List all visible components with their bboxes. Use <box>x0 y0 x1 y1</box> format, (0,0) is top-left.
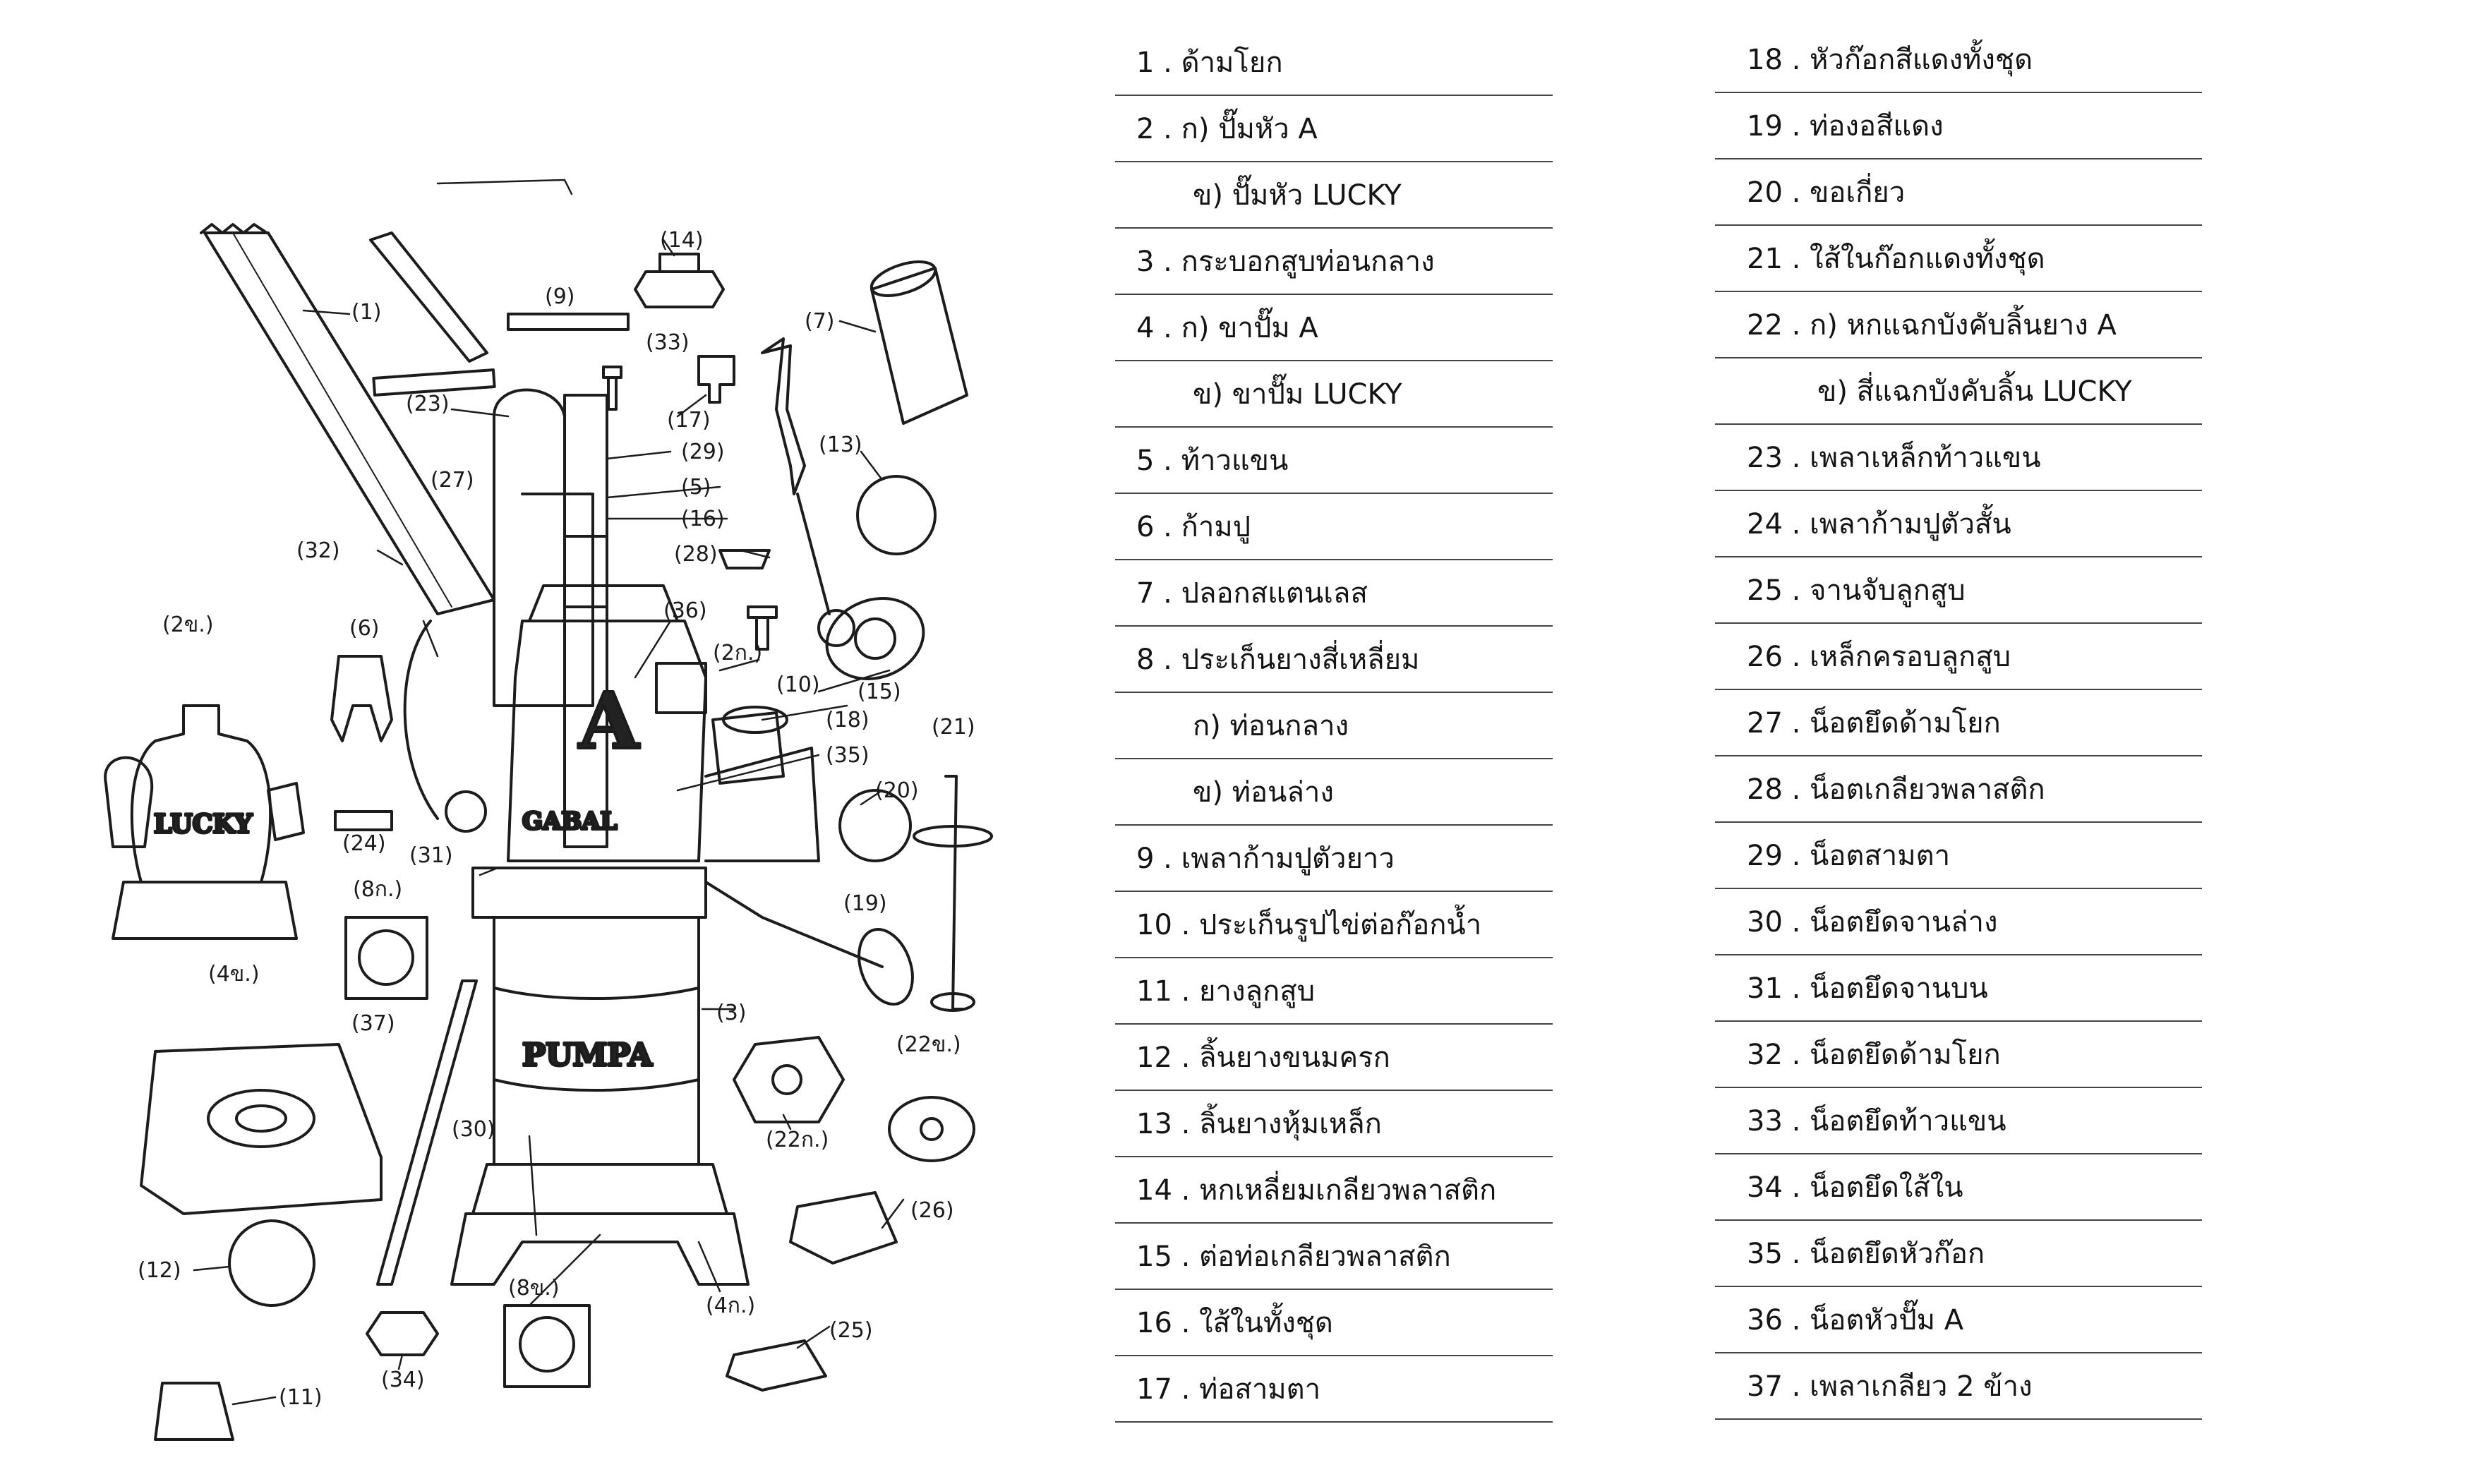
parts-list-row <box>1115 1025 1553 1091</box>
parts-list-row <box>1115 229 1553 295</box>
part-label: 36 . น็อตหัวปั๊ม A <box>1747 1304 1964 1337</box>
part-spout <box>706 707 922 1012</box>
part-square-gasket-a <box>346 917 427 999</box>
part-label: 28 . น็อตเกลียวพลาสติก <box>1747 773 2045 806</box>
parts-list-row <box>1715 1022 2202 1088</box>
parts-list-row <box>1115 162 1553 229</box>
parts-list-row <box>1115 96 1553 162</box>
callout-26: (26) <box>910 1198 954 1223</box>
parts-list-row <box>1715 1221 2202 1287</box>
part-label: 29 . น็อตสามตา <box>1747 840 1951 872</box>
part-label: 11 . ยางลูกสูบ <box>1136 975 1316 1008</box>
part-label: 16 . ใส้ในทั้งชุด <box>1136 1307 1333 1339</box>
parts-list-row <box>1115 627 1553 693</box>
callout-36: (36) <box>663 598 707 623</box>
part-oval-gasket <box>815 585 934 692</box>
callout-2b: (2ข.) <box>162 613 214 637</box>
parts-list-row <box>1115 361 1553 428</box>
part-label: 1 . ด้ามโยก <box>1136 47 1283 79</box>
part-plunger-rod <box>798 494 854 646</box>
part-label: 32 . น็อตยึดด้ามโยก <box>1747 1039 2001 1071</box>
parts-list-row <box>1115 693 1553 759</box>
emboss-lucky: LUCKY <box>154 809 253 839</box>
parts-list-row <box>1715 159 2202 226</box>
parts-list-row <box>1715 823 2202 889</box>
part-base-plate <box>141 1044 381 1214</box>
part-long-pin <box>508 314 628 330</box>
part-tee-pipe <box>699 356 734 402</box>
parts-list-row <box>1715 27 2202 93</box>
callout-1: (1) <box>351 300 382 325</box>
callout-7: (7) <box>805 309 835 334</box>
callout-3: (3) <box>716 1001 747 1025</box>
part-label: 14 . หกเหลี่ยมเกลียวพลาสติก <box>1136 1174 1497 1207</box>
part-label: 26 . เหล็กครอบลูกสูบ <box>1747 641 2011 673</box>
part-label: 13 . ลิ้นยางหุ้มเหล็ก <box>1136 1108 1382 1140</box>
callout-19: (19) <box>843 891 887 916</box>
callout-22a: (22ก.) <box>766 1128 829 1152</box>
callout-5: (5) <box>681 475 711 500</box>
part-label: 19 . ท่องอสีแดง <box>1747 110 1944 143</box>
part-rod-1 <box>371 233 487 361</box>
part-label: 10 . ประเก็นรูปไข่ต่อก๊อกน้ำ <box>1136 909 1482 941</box>
part-label: 37 . เพลาเกลียว 2 ข้าง <box>1747 1370 2033 1403</box>
part-label: 24 . เพลาก้ามปูตัวสั้น <box>1747 508 2011 541</box>
parts-list-row <box>1715 93 2202 159</box>
part-pump-head <box>405 390 706 862</box>
part-label: 18 . หัวก๊อกสีแดงทั้งชุด <box>1747 44 2033 76</box>
part-label: 21 . ใส้ในก๊อกแดงทั้งชุด <box>1747 243 2045 275</box>
parts-list-row <box>1715 756 2202 823</box>
parts-list-row <box>1715 624 2202 690</box>
part-sleeve <box>867 255 967 423</box>
callout-15: (15) <box>858 680 901 704</box>
part-plastic-nut <box>720 550 769 568</box>
part-label: ข) สี่แฉกบังคับลิ้น LUCKY <box>1817 375 2132 408</box>
part-square-gasket-b <box>505 1305 589 1387</box>
part-label: ข) ท่อนล่าง <box>1193 776 1334 809</box>
part-label: 30 . น็อตยึดจานล่าง <box>1747 906 1998 939</box>
callout-4b: (4ข.) <box>208 962 260 987</box>
part-piston-cap <box>790 1193 896 1263</box>
parts-list-row <box>1115 1290 1553 1356</box>
part-label: 7 . ปลอกสแตนเลส <box>1136 577 1368 610</box>
emboss-gabal: GABAL <box>522 807 618 835</box>
callout-4a: (4ก.) <box>706 1293 756 1318</box>
parts-list-row <box>1715 1088 2202 1154</box>
parts-list-row <box>1115 295 1553 361</box>
part-label: 22 . ก) หกแฉกบังคับลิ้นยาง A <box>1747 309 2117 342</box>
callout-8b: (8ข.) <box>508 1276 560 1301</box>
callout-34: (34) <box>381 1368 425 1392</box>
part-piston-rubber <box>155 1383 233 1440</box>
callout-31: (31) <box>409 843 453 868</box>
parts-list-row <box>1715 690 2202 756</box>
parts-list-row <box>1715 491 2202 557</box>
part-label: 6 . ก้ามปู <box>1136 511 1251 543</box>
callout-16: (16) <box>681 507 725 531</box>
parts-list-row <box>1115 958 1553 1025</box>
callout-29: (29) <box>681 440 725 464</box>
parts-list-row <box>1715 1353 2202 1420</box>
part-valve-disc <box>858 476 935 554</box>
part-label: 15 . ต่อท่อเกลียวพลาสติก <box>1136 1241 1451 1273</box>
parts-list-row <box>1715 557 2202 624</box>
part-label: 23 . เพลาเหล็กท้าวแขน <box>1747 442 2041 474</box>
callout-20: (20) <box>875 778 919 803</box>
part-label: 12 . ลิ้นยางขนมครก <box>1136 1042 1390 1074</box>
parts-list-row <box>1715 425 2202 491</box>
part-claw <box>332 656 392 741</box>
part-label: 27 . น็อตยึดด้ามโยก <box>1747 707 2001 740</box>
leader-lines <box>194 180 903 1404</box>
parts-list-row <box>1115 1224 1553 1290</box>
part-label: ก) ท่อนกลาง <box>1193 710 1349 742</box>
part-hex-nut <box>635 254 723 307</box>
callout-35: (35) <box>826 743 870 768</box>
callout-25: (25) <box>829 1318 873 1343</box>
part-label: 35 . น็อตยึดหัวก๊อก <box>1747 1238 1985 1270</box>
part-label: 2 . ก) ปั๊มหัว A <box>1136 113 1318 145</box>
callout-28: (28) <box>674 542 718 567</box>
callout-10: (10) <box>776 672 820 697</box>
part-label: ข) ปั๊มหัว LUCKY <box>1193 179 1402 212</box>
parts-list-right <box>1715 27 2202 1420</box>
callout-21: (21) <box>932 715 975 740</box>
parts-list-row <box>1715 292 2202 358</box>
parts-list-row <box>1115 826 1553 892</box>
part-tap-core <box>914 776 992 1011</box>
callout-24: (24) <box>342 831 386 856</box>
part-four-star <box>889 1097 974 1161</box>
part-label: ข) ขาปั๊ม LUCKY <box>1193 378 1402 411</box>
part-label: 34 . น็อตยึดใส้ใน <box>1747 1171 1963 1204</box>
part-label: 17 . ท่อสามตา <box>1136 1373 1321 1406</box>
callout-23: (23) <box>406 392 450 416</box>
part-piston-plate <box>727 1341 826 1390</box>
emboss-a: A <box>579 675 639 766</box>
part-label: 9 . เพลาก้ามปูตัวยาว <box>1136 843 1395 875</box>
parts-list-row <box>1115 892 1553 958</box>
parts-list-row <box>1115 759 1553 826</box>
callout-37: (37) <box>351 1011 395 1036</box>
parts-list-row <box>1115 30 1553 96</box>
part-label: 4 . ก) ขาปั๊ม A <box>1136 312 1318 344</box>
callout-11: (11) <box>279 1385 323 1410</box>
parts-list-row <box>1715 358 2202 425</box>
part-label: 3 . กระบอกสูบท่อนกลาง <box>1136 246 1435 278</box>
callout-18: (18) <box>826 708 870 732</box>
part-link-arm <box>762 339 805 494</box>
part-label: 33 . น็อตยึดท้าวแขน <box>1747 1105 2006 1138</box>
parts-list-row <box>1115 560 1553 627</box>
parts-list-row <box>1715 889 2202 955</box>
parts-list-row <box>1115 494 1553 560</box>
parts-list-row <box>1715 955 2202 1022</box>
part-label: 25 . จานจับลูกสูบ <box>1747 574 1966 607</box>
emboss-pumpa: PUMPA <box>522 1037 653 1073</box>
part-nut-34 <box>367 1313 438 1355</box>
parts-list-row <box>1715 1154 2202 1221</box>
callout-27: (27) <box>431 468 474 493</box>
part-disc-12 <box>229 1221 314 1305</box>
callout-17: (17) <box>667 408 711 433</box>
callout-13: (13) <box>819 433 862 457</box>
callout-22b: (22ข.) <box>896 1032 961 1057</box>
callout-30: (30) <box>452 1117 495 1142</box>
pump-exploded-diagram <box>0 0 1087 1484</box>
parts-list-row <box>1115 428 1553 494</box>
part-label: 8 . ประเก็นยางสี่เหลี่ยม <box>1136 644 1420 676</box>
callout-14: (14) <box>660 228 704 253</box>
part-short-pin <box>335 812 392 830</box>
parts-list-row <box>1715 1287 2202 1353</box>
parts-list-left <box>1115 30 1553 1423</box>
part-label: 5 . ท้าวแขน <box>1136 445 1289 477</box>
callout-33: (33) <box>646 330 690 355</box>
callout-9: (9) <box>545 284 575 309</box>
parts-list-row <box>1115 1356 1553 1423</box>
parts-list-row <box>1115 1157 1553 1224</box>
callout-2a: (2ก.) <box>713 641 763 665</box>
part-label: 31 . น็อตยึดจานบน <box>1747 972 1988 1005</box>
callout-12: (12) <box>138 1258 181 1283</box>
callout-6: (6) <box>349 616 380 641</box>
part-cylinder <box>452 868 748 1284</box>
part-hex-star <box>734 1037 843 1122</box>
part-handle <box>201 224 494 614</box>
callout-8a: (8ก.) <box>353 877 403 902</box>
parts-list-row <box>1715 226 2202 292</box>
parts-list-row <box>1115 1091 1553 1157</box>
part-label: 20 . ขอเกี่ยว <box>1747 176 1906 209</box>
callout-32: (32) <box>296 538 340 563</box>
